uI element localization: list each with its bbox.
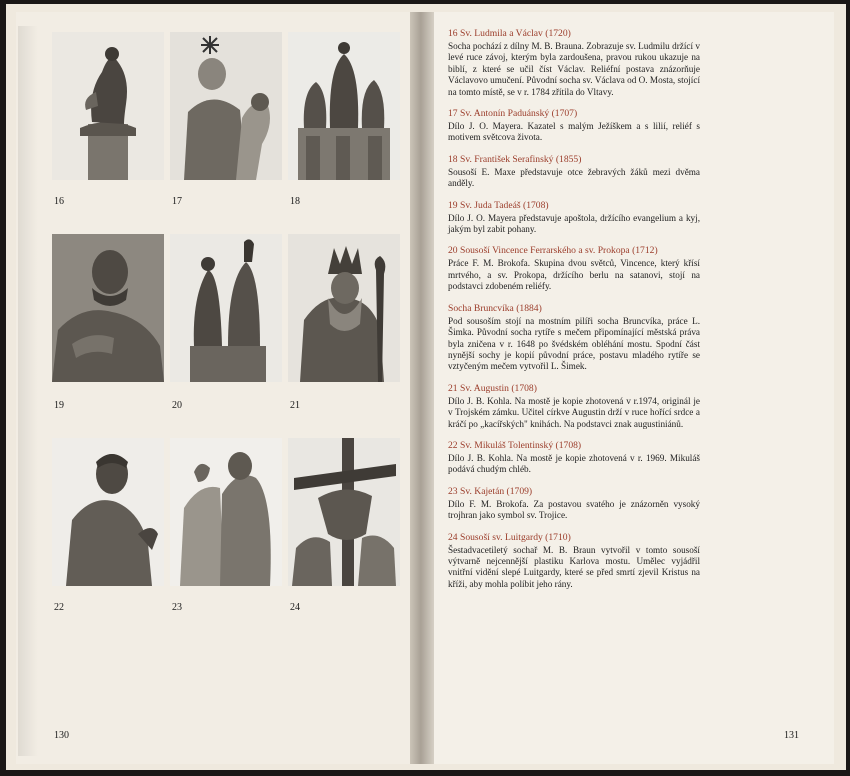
figure-20-photo (170, 234, 282, 382)
entry-title: 22 Sv. Mikuláš Tolentinský (1708) (448, 439, 582, 451)
entry-title: 21 Sv. Augustin (1708) (448, 382, 537, 394)
entry-body: Dílo F. M. Brokofa. Za postavou svatého je znázorněn vysoký trojhran jako symbol sv. Trojice. (448, 498, 700, 521)
figure-number: 20 (172, 400, 182, 411)
entry (448, 108, 700, 144)
figure-number: 17 (172, 196, 182, 207)
entry (448, 532, 700, 591)
figure-17-photo (170, 32, 282, 180)
figure-23-photo (170, 438, 282, 586)
entry-title: 20 Sousoší Vincence Ferrarského a sv. Prokopa (1712) (448, 245, 658, 257)
entry-body: Sousoší E. Maxe představuje otce žebravých žáků mezi dvěma anděly. (448, 166, 700, 189)
entry-body: Dílo J. O. Mayera. Kazatel s malým Ježíškem a s lilií, reliéf s motivem světcova života. (448, 121, 700, 143)
entry-title: 16 Sv. Ludmila a Václav (1720) (448, 28, 571, 39)
entry-list (448, 28, 700, 600)
entry-body: Dílo J. B. Kohla. Na mostě je kopie zhotovená v r. 1969. Mikuláš podává chudým chléb. (448, 452, 700, 475)
figure-number: 23 (172, 602, 182, 613)
figure-22-photo (52, 438, 164, 586)
figure-16-photo (52, 32, 164, 180)
entry-body: Dílo J. O. Mayera představuje apoštola, držícího evangelium a kyj, jakým byl zabit pohany. (448, 212, 700, 235)
entry-title: 24 Sousoší sv. Luitgardy (1710) (448, 531, 571, 543)
entry-body: Socha pochází z dílny M. B. Brauna. Zobrazuje sv. Ludmilu držící v levé ruce závoj, kterým byla zardoušena, pravou rukou ukazuje na biblí, z které se učil číst Václav. Reliéfní postava znázorňuje Václavovo umučení. Původní socha sv. Václava od O. Mosta, stojící na tomto místě, se v r. 1784 zřítila do Vltavy. (448, 41, 700, 97)
entry-body: Dílo J. B. Kohla. Na mostě je kopie zhotovená v r.1974, originál je v Trojském zámku. Učitel církve Augustin drží v ruce hořící srdce a kráčí po „kacířských" knihách. Na podstavci znak augustiniánů. (448, 395, 700, 429)
entry-title: Socha Bruncvíka (1884) (448, 302, 542, 314)
book-gutter (410, 12, 434, 764)
entry-title: 19 Sv. Juda Tadeáš (1708) (448, 199, 549, 211)
entry (448, 486, 700, 522)
figure-number: 19 (54, 400, 64, 411)
entry (448, 383, 700, 430)
entry (448, 440, 700, 476)
figure-number: 24 (290, 602, 300, 613)
entry-title: 23 Sv. Kajetán (1709) (448, 485, 533, 497)
entry (448, 28, 700, 98)
page-edge-shadow (18, 26, 38, 756)
entry-body: Šestadvacetiletý sochař M. B. Braun vytvořil v tomto sousoší výtvarně nejcennější plastiku Karlova mostu. Umělec vyjádřil vnitřní vidění slepé Luitgardy, které se před smrtí zjevil Kristus na kříži, aby mohla políbit jeho rány. (448, 544, 700, 589)
entry-title: 17 Sv. Antonín Paduánský (1707) (448, 108, 578, 120)
figure-number: 22 (54, 602, 64, 613)
page-number-left: 130 (54, 730, 69, 741)
entry (448, 303, 700, 373)
figure-24-photo (288, 438, 400, 586)
entry-body: Práce F. M. Brokofa. Skupina dvou světců, Vincence, který křísí mrtvého, a sv. Prokopa, držícího berlu na satanovi, stojí na podstavci zdobeném reliéfy. (448, 258, 700, 292)
entry (448, 245, 700, 292)
figure-18-photo (288, 32, 400, 180)
entry (448, 200, 700, 236)
entry (448, 154, 700, 190)
page-number-right: 131 (784, 730, 799, 741)
entry-title: 18 Sv. František Serafinský (1855) (448, 153, 582, 165)
figure-number: 16 (54, 196, 64, 207)
entry-body: Pod sousoším stojí na mostním pilíři socha Bruncvíka, práce L. Šimka. Původní socha rytíře s mečem připomínající městská práva byla zničena v r. 1648 po švédském obléhání mostu. Spodní část nynější sochy je kopií původní práce, postavu mladého rytíře se vztyčeným mečem vytvořil L. Šimek. (448, 315, 700, 372)
figure-number: 21 (290, 400, 300, 411)
figure-21-photo (288, 234, 400, 382)
figure-19-photo (52, 234, 164, 382)
figure-number: 18 (290, 196, 300, 207)
